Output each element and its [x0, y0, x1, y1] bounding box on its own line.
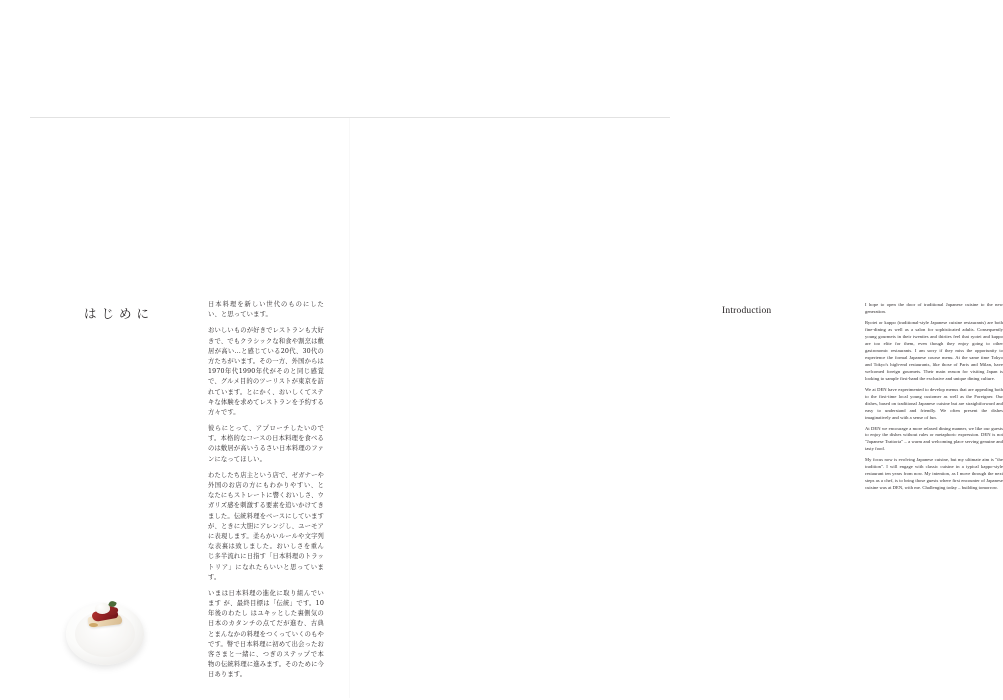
jp-paragraph: おいしいものが好きでレストランも大好きで、でもクラシックな和食や割烹は敷居が高い…と感じている20代、30代の方たちがいます。その一方、外国からは1970年代1990年代がそのと同じ感覚で、グルメ目的のツーリストが東京を訪れています。とにかく、おいしくてステキな体験を求めてレストランを予約する方々です。 — [208, 327, 324, 416]
en-paragraph: I hope to open the door of traditional Japanese cuisine to the new generation. — [865, 302, 1003, 314]
en-paragraph: We at DEN have experimented to develop menus that are appealing both to the first-time local young customer as well as the Foreigner. Our dishes, based on traditional Japanese cuisine but are straightforward and easy to understand and friendly. We often present the dishes imaginatively and with a sense of fun. — [865, 386, 1003, 420]
japanese-heading: はじめに — [84, 306, 155, 321]
en-paragraph: At DEN we encourage a more relaxed dining manner, we like our guests to enjoy the dishes without rules or metaphoric expression. DEN is not "Japanese Trattoria" – a warm and welcoming place serving genuine and tasty food. — [865, 425, 1003, 452]
jp-paragraph: 日本料理を新しい世代のものにしたい、と思っています。 — [208, 301, 324, 319]
en-paragraph: Ryotei or kappo (traditional-style Japanese cuisine restaurants) are both fine-dining as well as a salon for sophisticated adults. Consequently young gourmets in their twenties and thirties feel that ryotei and kappo are too elite for them, even though they enjoy going to other gastronomic restaurants. I am sorry if they miss the opportunity to experience the formal Japanese course menu. At the same time Tokyo and Tokyo's high-end restaurants, like those of Paris and Milan, have welcomed foreign gourmets. Their main reason for visiting Japan is looking to sample first-hand the exclusive and unique dining culture. — [865, 319, 1003, 381]
jp-paragraph: わたしたち店主という店で、ゼガナーや外国のお店の方にもわかりやすい、となたにもストレートに響くおいしさ、ウガリズ感を刺激する要素を追いかけてきました。伝統料理をベースにしていますが、ときに大胆にアレンジし、ユーモアに表現します。柔らかいルールや文字列な表裏は致しました。おいしさを重んじ多半流れに日指す「日本料理のトラットリア」になれたらいいと思っています。 — [208, 471, 324, 581]
english-body-text — [865, 302, 1003, 496]
japanese-body-text — [208, 300, 324, 687]
left-page — [32, 118, 350, 698]
jp-paragraph: 彼らにとって、アプローチしたいのです。本格的なコースの日本料理を食べるのは敷居が高いうるさい日本料理のファンになってほしい。 — [208, 425, 324, 463]
right-page — [350, 118, 1003, 698]
food-arrangement — [86, 601, 126, 633]
en-paragraph: My focus now is evolving Japanese cuisine, but my ultimate aim is "the tradition". I will engage with classic cuisine in a typical kappo-style restaurant ten years from now. My intention, as I move through the next steps as a chef, is to bring those guests where first encounter of Japanese cuisine was at DEN, with me. Challenging today – building tomorrow. — [865, 457, 1003, 491]
jp-paragraph: いまは日本料理の進化に取り組んでいます が、最終目標は「伝統」です。10年後のわたし はユキッとした裏側気の日本のカタンチの点てだが進む、古典とまんなかの料理をつくっていくのもやです。幣で日本料理に初めて出会ったお客さまと一緒に、つぎのステップで本物の伝統料理に進みます。そのために今日あります。 — [208, 589, 324, 679]
garnish-crumb — [89, 623, 98, 627]
english-heading: Introduction — [722, 306, 772, 316]
dish-photograph — [66, 595, 144, 673]
